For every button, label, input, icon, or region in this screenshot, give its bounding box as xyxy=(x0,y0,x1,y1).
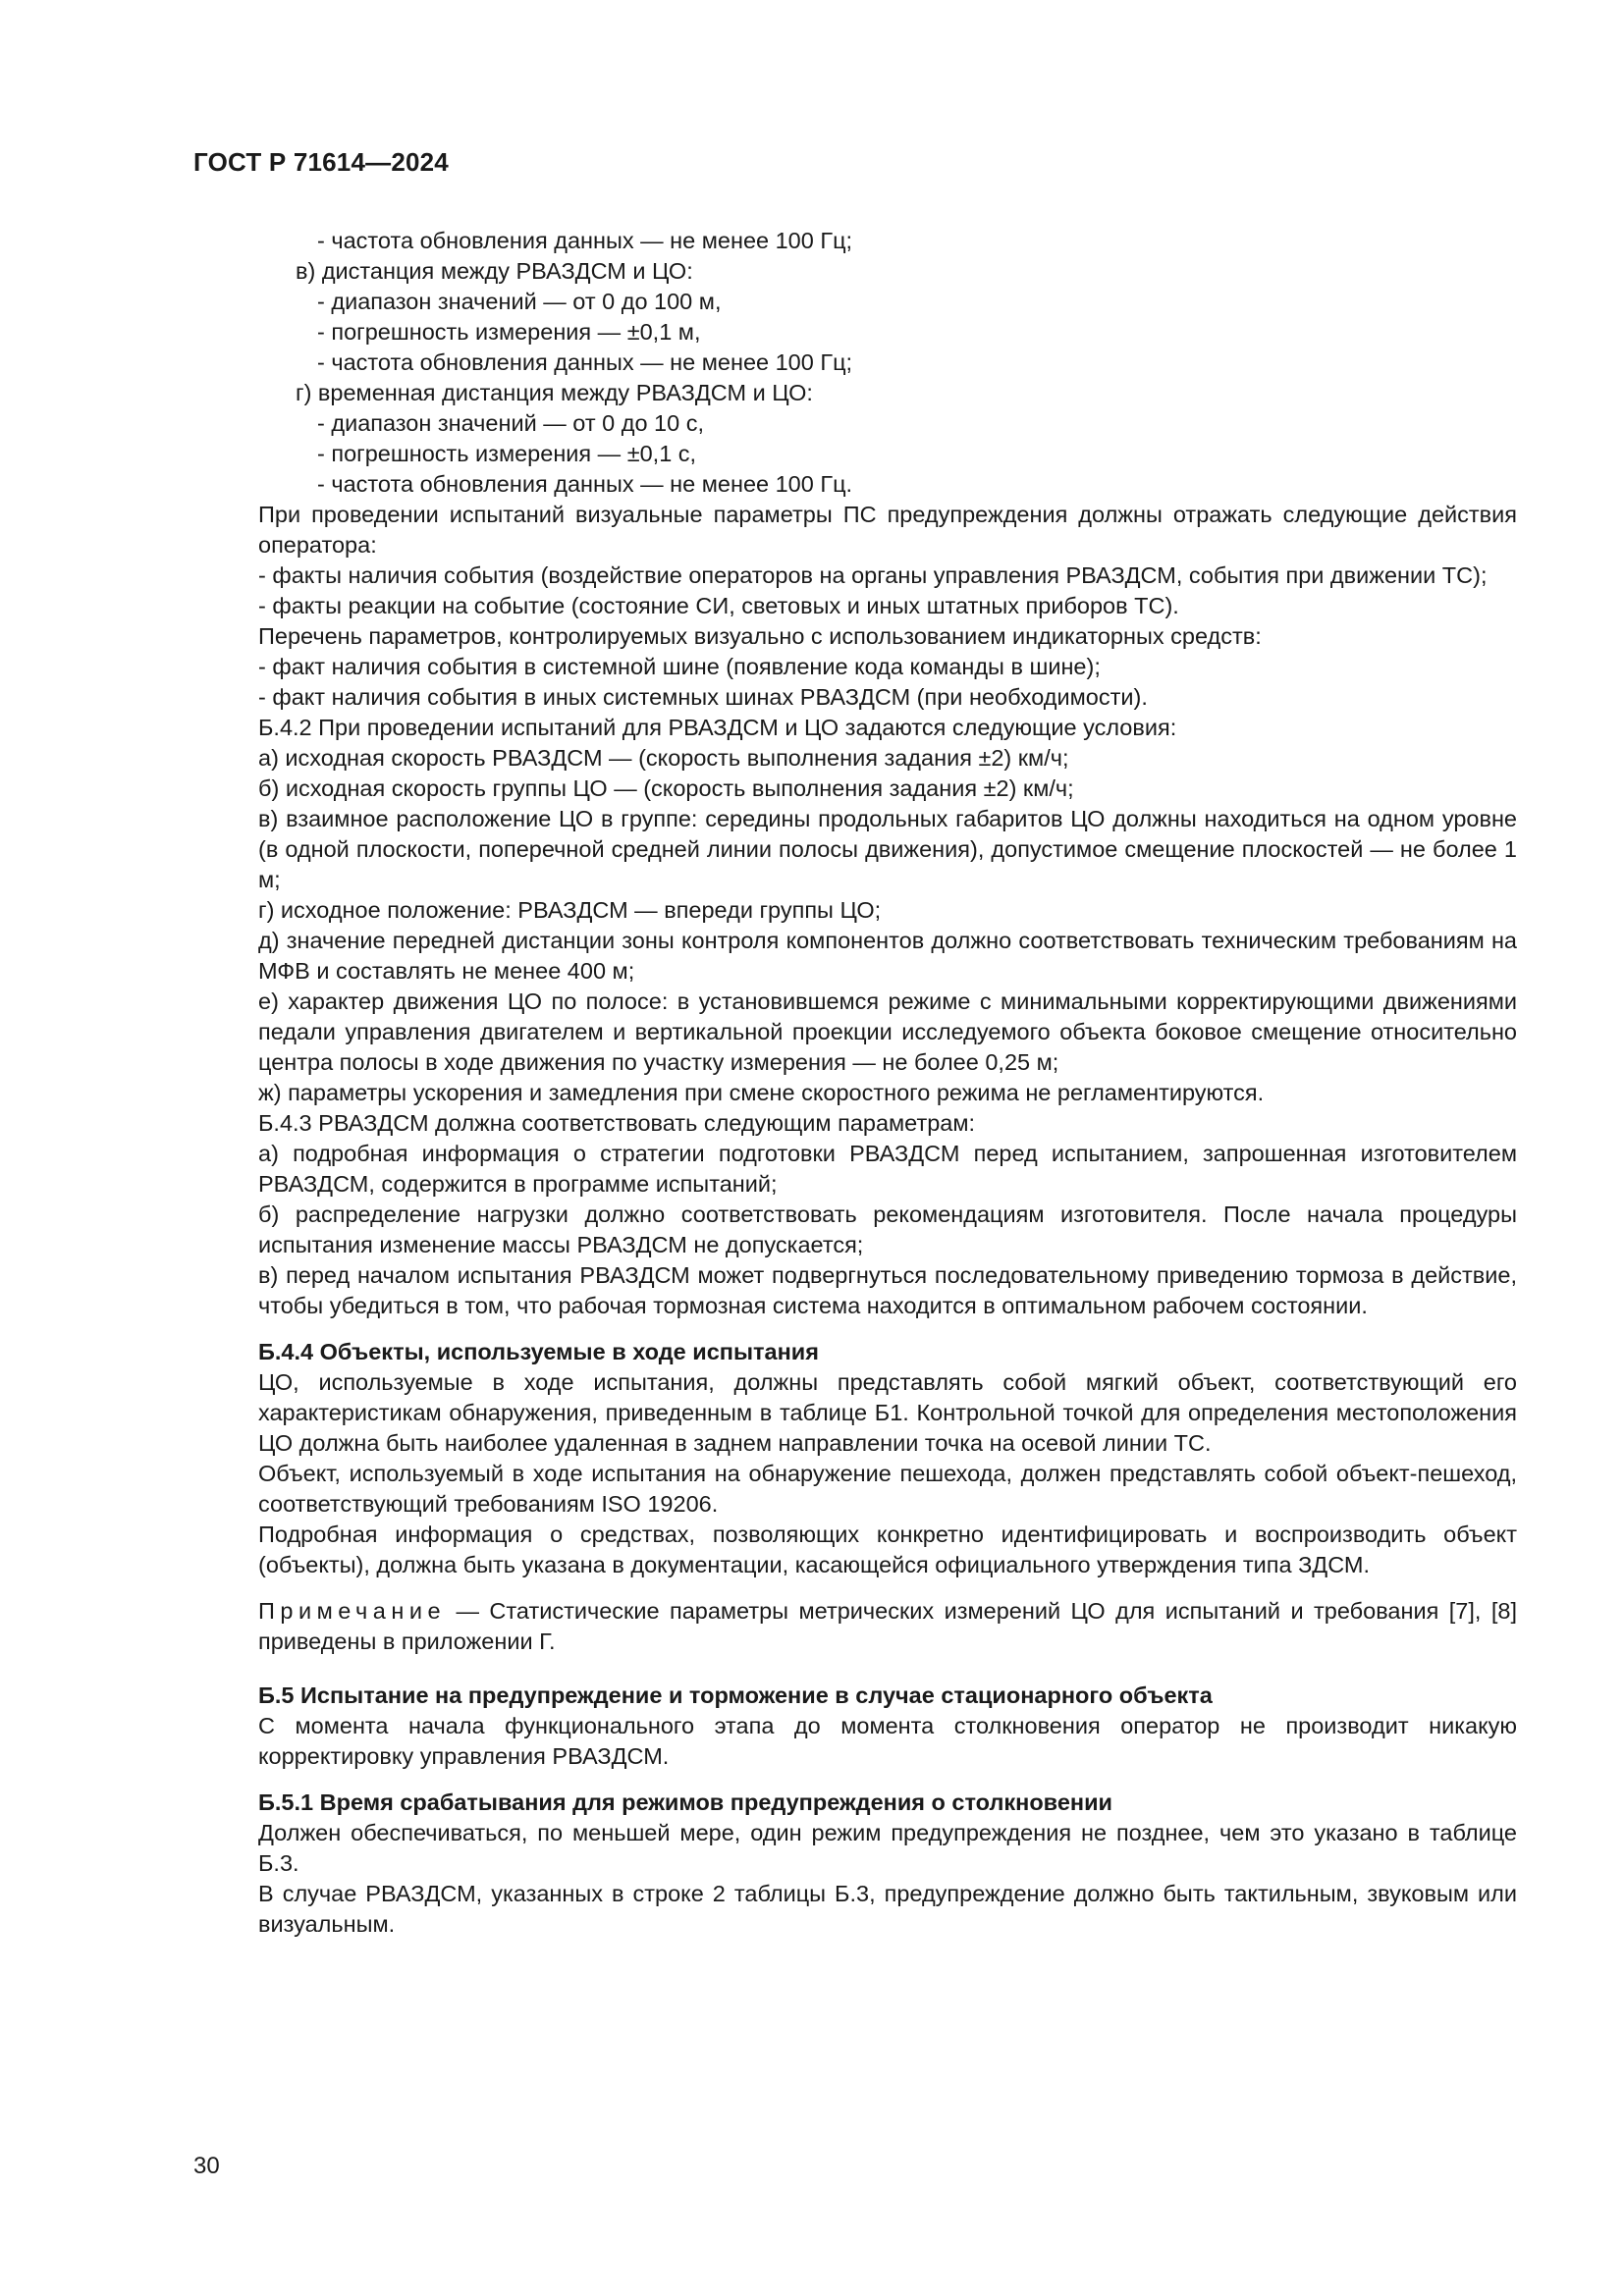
document-body xyxy=(193,226,1517,1940)
body-paragraph: Подробная информация о средствах, позволяющих конкретно идентифицировать и воспроизводить объект (объекты), должна быть указана в документации, касающейся официального утверждения типа ЗДСМ. xyxy=(258,1522,1517,1577)
body-paragraph: б) исходная скорость группы ЦО — (скорость выполнения задания ±2) км/ч; xyxy=(258,775,1074,801)
body-paragraph: - частота обновления данных — не менее 100 Гц; xyxy=(317,349,853,375)
body-paragraph: - факт наличия события в иных системных шинах РВАЗДСМ (при необходимости). xyxy=(258,684,1148,710)
body-paragraph: ЦО, используемые в ходе испытания, должны представлять собой мягкий объект, соответствующий его характеристикам обнаружения, приведенным в таблице Б1. Контрольной точкой для определения местоположения ЦО должна быть наиболее удаленная в заднем направлении точка на осевой линии ТС. xyxy=(258,1369,1517,1456)
body-paragraph: Должен обеспечиваться, по меньшей мере, один режим предупреждения не позднее, чем это указано в таблице Б.3. xyxy=(258,1820,1517,1876)
body-paragraph: Б.4.3 РВАЗДСМ должна соответствовать следующим параметрам: xyxy=(258,1110,976,1136)
note-paragraph xyxy=(193,1596,1517,1657)
body-paragraph: ж) параметры ускорения и замедления при смене скоростного режима не регламентируются. xyxy=(258,1080,1265,1105)
body-paragraph: б) распределение нагрузки должно соответствовать рекомендациям изготовителя. После начала процедуры испытания изменение массы РВАЗДСМ не допускается; xyxy=(258,1201,1517,1257)
body-paragraph: - погрешность измерения — ±0,1 м, xyxy=(317,319,701,345)
body-paragraph: При проведении испытаний визуальные параметры ПС предупреждения должны отражать следующие действия оператора: xyxy=(258,502,1517,558)
body-paragraph: - частота обновления данных — не менее 100 Гц. xyxy=(317,471,853,497)
body-paragraph: в) перед началом испытания РВАЗДСМ может подвергнуться последовательному приведению тормоза в действие, чтобы убедиться в том, что рабочая тормозная система находится в оптимальном рабочем состоянии. xyxy=(258,1262,1517,1318)
body-paragraph: г) временная дистанция между РВАЗДСМ и ЦО: xyxy=(296,380,813,405)
body-paragraph: В случае РВАЗДСМ, указанных в строке 2 таблицы Б.3, предупреждение должно быть тактильным, звуковым или визуальным. xyxy=(258,1881,1517,1937)
body-paragraph: в) взаимное расположение ЦО в группе: середины продольных габаритов ЦО должны находиться на одном уровне (в одной плоскости, поперечной средней линии полосы движения), допустимое смещение плоскостей — не более 1 м; xyxy=(258,806,1517,892)
note-label: Примечание xyxy=(258,1598,447,1624)
body-paragraph: - диапазон значений — от 0 до 10 с, xyxy=(317,410,704,436)
body-paragraph: - факты реакции на событие (состояние СИ, световых и иных штатных приборов ТС). xyxy=(258,593,1179,618)
body-section-1 xyxy=(193,226,1517,1580)
body-paragraph: Б.4.2 При проведении испытаний для РВАЗДСМ и ЦО задаются следующие условия: xyxy=(258,715,1177,740)
body-paragraph: а) подробная информация о стратегии подготовки РВАЗДСМ перед испытанием, запрошенная изготовителем РВАЗДСМ, содержится в программе испытаний; xyxy=(258,1141,1517,1197)
body-paragraph: - погрешность измерения — ±0,1 с, xyxy=(317,441,697,466)
note-text: — Статистические параметры метрических измерений ЦО для испытаний и требования [7], [8] приведены в приложении Г. xyxy=(258,1598,1517,1654)
page-number: 30 xyxy=(193,2153,220,2179)
body-paragraph: - диапазон значений — от 0 до 100 м, xyxy=(317,289,722,314)
section-heading: Б.4.4 Объекты, используемые в ходе испытания xyxy=(258,1339,819,1364)
body-section-2 xyxy=(193,1681,1517,1940)
body-paragraph: а) исходная скорость РВАЗДСМ — (скорость выполнения задания ±2) км/ч; xyxy=(258,745,1069,771)
body-paragraph: г) исходное положение: РВАЗДСМ — впереди группы ЦО; xyxy=(258,897,882,923)
body-paragraph: Объект, используемый в ходе испытания на обнаружение пешехода, должен представлять собой объект-пешеход, соответствующий требованиям ISO 19206. xyxy=(258,1461,1517,1517)
body-paragraph: С момента начала функционального этапа до момента столкновения оператор не производит никакую корректировку управления РВАЗДСМ. xyxy=(258,1713,1517,1769)
body-paragraph: - частота обновления данных — не менее 100 Гц; xyxy=(317,228,853,253)
body-paragraph: - факты наличия события (воздействие операторов на органы управления РВАЗДСМ, события при движении ТС); xyxy=(258,562,1488,588)
body-paragraph: д) значение передней дистанции зоны контроля компонентов должно соответствовать техническим требованиям на МФВ и составлять не менее 400 м; xyxy=(258,928,1517,984)
body-paragraph: - факт наличия события в системной шине (появление кода команды в шине); xyxy=(258,654,1101,679)
section-heading: Б.5 Испытание на предупреждение и торможение в случае стационарного объекта xyxy=(258,1682,1213,1708)
body-paragraph: в) дистанция между РВАЗДСМ и ЦО: xyxy=(296,258,693,284)
body-paragraph: е) характер движения ЦО по полосе: в установившемся режиме с минимальными корректирующими движениями педали управления двигателем и вертикальной проекции исследуемого объекта боковое смещение относительно центра полосы в ходе движения по участку измерения — не более 0,25 м; xyxy=(258,988,1517,1075)
body-paragraph: Перечень параметров, контролируемых визуально с использованием индикаторных средств: xyxy=(258,623,1262,649)
document-header: ГОСТ Р 71614—2024 xyxy=(193,147,449,177)
section-heading: Б.5.1 Время срабатывания для режимов предупреждения о столкновении xyxy=(258,1789,1112,1815)
